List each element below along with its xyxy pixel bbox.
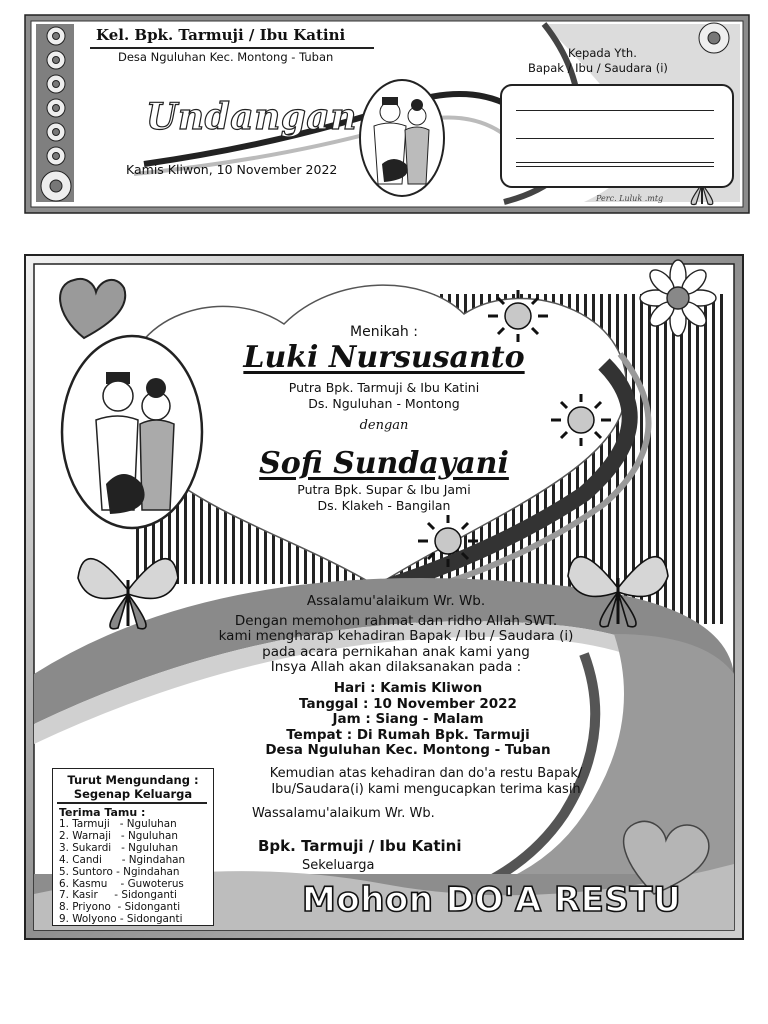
address-line [516,138,714,139]
list-item: 2. Warnaji - Nguluhan [59,829,178,842]
guest-panel [52,768,214,926]
groom-parents: Putra Bpk. Tarmuji & Ibu Katini [288,380,480,395]
bride-village: Ds. Klakeh - Bangilan [317,498,451,513]
address-line [516,162,714,163]
closing-line: Kemudian atas kehadiran dan do'a restu Bapak/ [269,766,583,781]
list-item: 3. Sukardi - Nguluhan [59,841,179,854]
list-item: 4. Candi - Ngindahan [59,853,186,866]
host-signature: Bpk. Tarmuji / Ibu Katini [258,837,462,855]
guest-list [59,819,185,926]
sun-icon [418,515,478,567]
list-item: 5. Suntoro - Ngindahan [59,865,180,878]
couple-portrait-icon [360,80,444,196]
groom-name: Luki Nursusanto [243,340,525,375]
recipient-subtitle: Bapak / Ibu / Saudara (i) [528,61,668,75]
recipient-title: Kepada Yth. [568,46,637,60]
invitation-body [176,594,616,676]
designer-credit: Perc. Luluk .mtg [596,194,664,203]
bride-name: Sofi Sundayani [259,446,509,481]
list-item: 8. Priyono - Sidonganti [59,901,181,914]
body-line: pada acara pernikahan anak kami yang [262,643,530,660]
divider [57,802,207,804]
family-title: Kel. Bpk. Tarmuji / Ibu Katini [96,26,346,44]
dengan-label: dengan [359,418,409,433]
list-item: 9. Wolyono - Sidonganti [59,913,183,926]
greeting-line: Assalamu'alaikum Wr. Wb. [306,593,486,609]
bride-parents: Putra Bpk. Supar & Ibu Jami [297,482,471,497]
body-line: Dengan memohon rahmat dan ridho Allah SWT. [234,612,558,629]
closing-line: Ibu/Saudara(i) kami mengucapkan terima kasih [271,781,581,797]
address-line [516,110,714,111]
groom-village: Ds. Nguluhan - Montong [308,396,460,411]
host-family: Sekeluarga [302,858,375,873]
list-item: 6. Kasmu - Guwoterus [59,877,184,890]
body-line: kami mengharap kehadiran Bapak / Ibu / Saudara (i) [218,628,574,644]
butterfly-icon [78,559,178,629]
event-details [228,681,588,759]
turut-mengundang-title: Turut Mengundang : [67,773,199,787]
list-item: 1. Tarmuji - Nguluhan [59,818,177,830]
address-box [500,84,734,188]
terima-tamu-title: Terima Tamu : [59,806,146,819]
list-item: 7. Kasir - Sidonganti [59,889,177,902]
invitation-word: Undangan [146,96,357,138]
event-address: Desa Nguluhan Kec. Montong - Tuban [265,742,551,758]
event-place: Tempat : Di Rumah Bpk. Tarmuji [286,726,530,743]
turut-mengundang-subtitle: Segenap Keluarga [73,787,193,801]
body-line: Insya Allah akan dilaksanakan pada : [270,659,522,675]
title-underline [90,47,374,49]
event-day: Hari : Kamis Kliwon [333,680,483,696]
menikah-label: Menikah : [350,324,418,340]
closing-text [246,766,606,797]
event-time: Jam : Siang - Malam [332,711,484,727]
doa-restu-banner: Mohon DO'A RESTU [302,880,682,920]
envelope-date: Kamis Kliwon, 10 November 2022 [126,162,338,177]
closing-greeting: Wassalamu'alaikum Wr. Wb. [252,806,435,821]
event-date: Tanggal : 10 November 2022 [299,695,517,712]
family-address: Desa Nguluhan Kec. Montong - Tuban [118,50,334,64]
address-line [516,166,714,167]
